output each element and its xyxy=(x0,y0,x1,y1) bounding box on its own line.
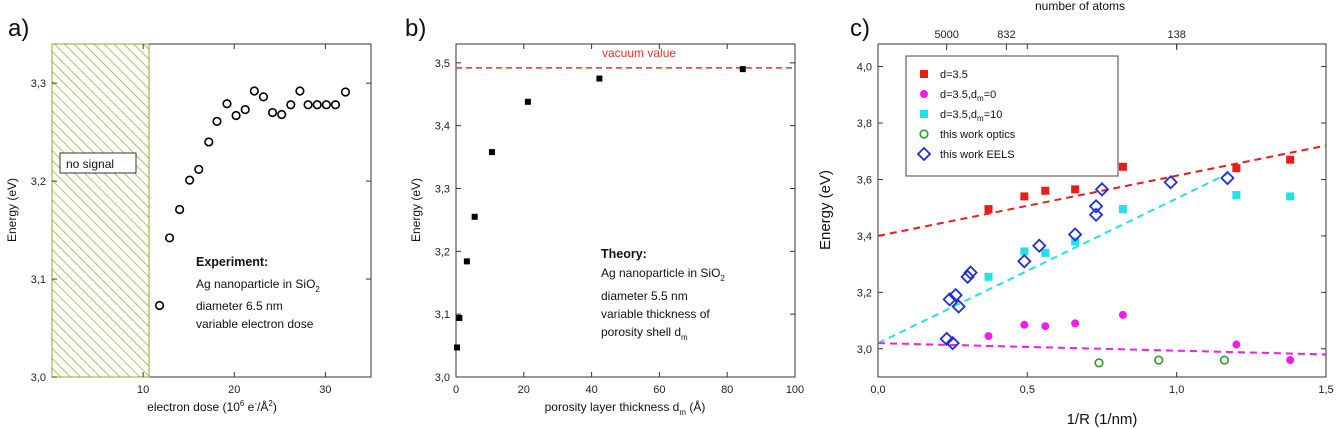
legend-c xyxy=(906,56,1118,176)
c-top-tick-label: 832 xyxy=(997,29,1016,41)
b-y-tick-label: 3,1 xyxy=(434,309,450,322)
data-point-b xyxy=(525,99,531,105)
c-y-tick-label: 4,0 xyxy=(856,61,872,74)
panel-label-c: c) xyxy=(850,15,870,42)
no-signal-region xyxy=(52,44,149,377)
data-point-c-series-4 xyxy=(1090,200,1102,212)
data-point-c-series-2 xyxy=(985,273,993,281)
data-series-a xyxy=(156,87,350,309)
data-point-b xyxy=(489,149,495,155)
c-x-tick-label: 1,5 xyxy=(1318,384,1334,396)
data-point-b xyxy=(472,214,478,220)
top-x-axis-label-c: number of atoms xyxy=(1034,0,1126,13)
a-y-tick-label: 3,1 xyxy=(30,274,46,287)
data-point-c-series-2 xyxy=(1286,192,1294,200)
annotation-b-line2: diameter 5.5 nm xyxy=(601,289,688,303)
axis-ticks-b xyxy=(435,44,804,396)
data-point-c-series-1 xyxy=(1286,356,1294,364)
y-axis-label-b: Energy (eV) xyxy=(409,177,423,243)
data-point-c-series-1 xyxy=(1020,321,1028,329)
c-top-tick-label: 5000 xyxy=(934,29,959,41)
data-point-a xyxy=(176,206,184,214)
legend-label: $d=3.5,d_m=0$ xyxy=(940,89,997,103)
panel-c xyxy=(817,0,1334,428)
data-point-a xyxy=(342,88,350,96)
data-point-c-series-1 xyxy=(1232,341,1240,349)
data-point-a xyxy=(287,101,295,109)
annotation-b xyxy=(601,247,725,342)
c-y-tick-label: 3,4 xyxy=(856,230,872,243)
fit-line xyxy=(878,343,1326,354)
data-point-a xyxy=(278,111,286,119)
b-x-tick-label: 20 xyxy=(517,384,530,396)
annotation-b-line1: Ag nanoparticle in SiO$_2$ xyxy=(601,266,725,283)
data-point-c-series-1 xyxy=(1041,322,1049,330)
data-point-c-series-3 xyxy=(1221,356,1229,364)
data-point-b xyxy=(464,258,470,264)
a-x-tick-label: 20 xyxy=(228,384,241,396)
data-point-a xyxy=(232,112,240,120)
x-axis-label-b: porosity layer thickness $d_m$ (Å) xyxy=(544,400,706,417)
data-point-a xyxy=(205,138,213,146)
b-x-tick-label: 60 xyxy=(653,384,666,396)
a-y-tick-label: 3,0 xyxy=(30,372,46,384)
data-point-c-series-0 xyxy=(1286,156,1294,164)
data-point-c-series-1 xyxy=(985,332,993,340)
b-y-tick-label: 3,0 xyxy=(434,372,450,384)
data-point-a xyxy=(195,166,203,174)
data-point-b xyxy=(740,66,746,72)
data-point-c-series-1 xyxy=(1119,311,1127,319)
x-axis-label-a: electron dose ($10^6$ $e^-/Å^2$) xyxy=(147,399,277,414)
panel-label-b: b) xyxy=(405,15,427,42)
data-point-a xyxy=(269,109,277,117)
y-axis-label-a: Energy (eV) xyxy=(5,177,19,243)
legend-label: d=3.5 xyxy=(940,69,968,81)
legend-marker xyxy=(920,110,928,118)
b-x-tick-label: 100 xyxy=(785,384,805,396)
a-x-tick-label: 30 xyxy=(319,384,332,396)
legend-label: this work EELS xyxy=(940,149,1015,161)
legend-marker xyxy=(920,70,928,78)
data-point-a xyxy=(223,100,231,108)
c-x-tick-label: 0,5 xyxy=(1019,384,1035,396)
panel-a xyxy=(5,15,371,414)
panel-b xyxy=(405,15,804,417)
data-point-a xyxy=(251,87,259,95)
fit-line xyxy=(878,174,1227,343)
data-point-c-series-2 xyxy=(1232,191,1240,199)
c-y-tick-label: 3,0 xyxy=(856,343,872,356)
annotation-a-title: Experiment: xyxy=(196,255,269,269)
y-axis-label-c: Energy (eV) xyxy=(817,169,834,251)
legend-marker xyxy=(920,90,928,98)
data-point-c-series-0 xyxy=(1041,187,1049,195)
b-x-tick-label: 40 xyxy=(585,384,598,396)
legend-label: this work optics xyxy=(940,129,1016,141)
annotation-b-line4: porosity shell $d_m$ xyxy=(601,325,688,342)
data-point-c-series-3 xyxy=(1095,359,1103,367)
x-axis-label-c: 1/R (1/nm) xyxy=(1066,411,1138,428)
data-point-c-series-2 xyxy=(1041,249,1049,257)
panel-label-a: a) xyxy=(8,15,30,42)
data-point-b xyxy=(596,76,602,82)
data-point-c-series-1 xyxy=(1071,319,1079,327)
annotation-b-title: Theory: xyxy=(601,247,647,261)
annotation-a xyxy=(196,255,320,331)
c-y-tick-label: 3,6 xyxy=(856,174,872,187)
data-point-c-series-0 xyxy=(1119,163,1127,171)
b-y-tick-label: 3,2 xyxy=(434,246,450,259)
data-point-a xyxy=(313,101,321,109)
data-point-a xyxy=(260,93,268,101)
annotation-b-line3: variable thickness of xyxy=(601,307,710,321)
b-y-tick-label: 3,3 xyxy=(434,183,450,196)
b-x-tick-label: 80 xyxy=(721,384,734,396)
c-x-tick-label: 0,0 xyxy=(870,384,886,396)
data-point-b xyxy=(454,344,460,350)
data-point-a xyxy=(296,87,304,95)
data-point-c-series-2 xyxy=(1119,205,1127,213)
annotation-a-line1: Ag nanoparticle in SiO$_2$ xyxy=(196,277,320,294)
data-point-a xyxy=(241,106,249,114)
data-point-a xyxy=(156,302,164,310)
data-point-a xyxy=(166,234,174,242)
b-y-tick-label: 3,4 xyxy=(434,120,450,133)
annotation-a-line2: diameter 6.5 nm xyxy=(196,299,283,313)
data-point-c-series-0 xyxy=(1232,164,1240,172)
c-top-tick-label: 138 xyxy=(1167,29,1186,41)
data-point-a xyxy=(186,176,194,184)
data-point-a xyxy=(323,101,331,109)
vacuum-value-label: vacuum value xyxy=(602,46,677,60)
data-point-c-series-0 xyxy=(1020,192,1028,200)
data-point-c-series-0 xyxy=(985,205,993,213)
data-point-c-series-0 xyxy=(1071,185,1079,193)
b-y-tick-label: 3,5 xyxy=(434,57,450,70)
c-x-tick-label: 1,0 xyxy=(1169,384,1185,396)
a-x-tick-label: 10 xyxy=(137,384,150,396)
data-point-c-series-4 xyxy=(1090,209,1102,221)
a-y-tick-label: 3,3 xyxy=(30,78,46,91)
data-point-a xyxy=(304,101,312,109)
a-y-tick-label: 3,2 xyxy=(30,176,46,189)
no-signal-label: no signal xyxy=(66,157,115,171)
annotation-a-line3: variable electron dose xyxy=(196,317,314,331)
c-y-tick-label: 3,8 xyxy=(856,118,872,131)
b-x-tick-label: 0 xyxy=(452,384,460,396)
data-point-a xyxy=(332,101,340,109)
c-y-tick-label: 3,2 xyxy=(856,287,872,300)
data-point-c-series-4 xyxy=(1018,255,1030,267)
legend-label: $d=3.5,d_m=10$ xyxy=(940,109,1003,123)
fit-lines-c xyxy=(878,146,1326,355)
data-point-c-series-3 xyxy=(1155,356,1163,364)
data-point-b xyxy=(456,315,462,321)
data-point-a xyxy=(213,118,221,126)
